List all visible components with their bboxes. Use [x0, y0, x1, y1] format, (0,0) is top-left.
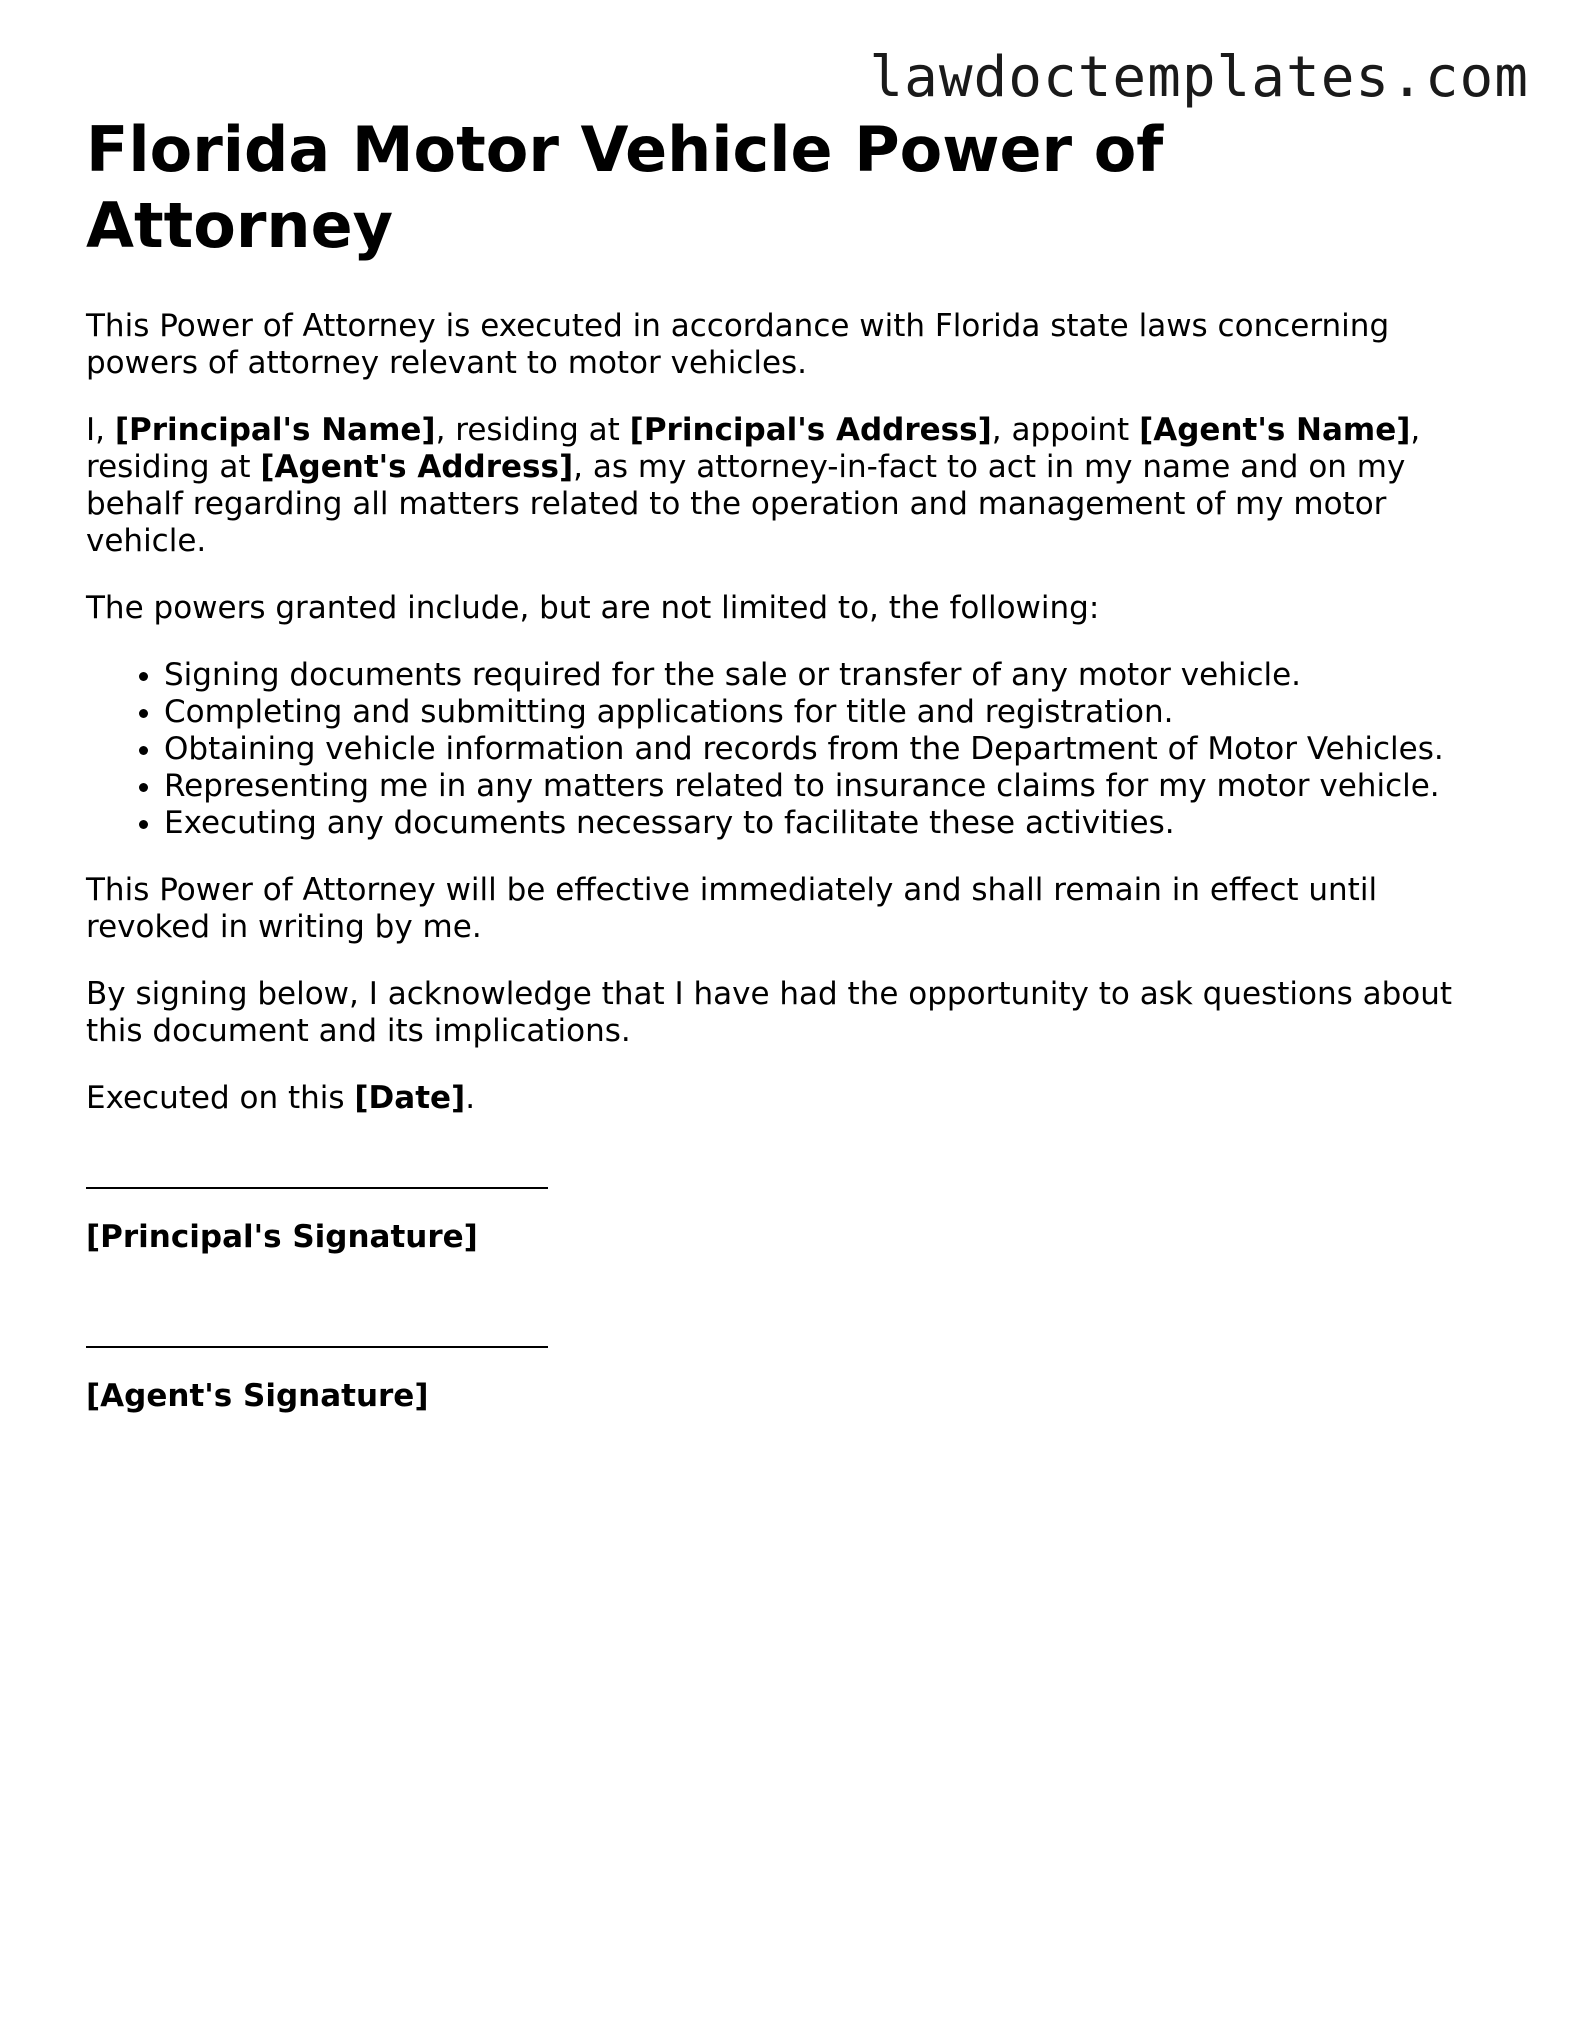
- appointment-lead: I,: [86, 412, 115, 448]
- agent-signature-block: [86, 1316, 1486, 1415]
- acknowledgment-paragraph: By signing below, I acknowledge that I have had the opportunity to ask questions about this document and its implications.: [86, 976, 1453, 1049]
- executed-lead: Executed on this: [86, 1080, 355, 1116]
- document-body: [86, 112, 1486, 1415]
- agent-address-placeholder: [Agent's Address]: [260, 449, 574, 485]
- date-placeholder: [Date]: [354, 1080, 466, 1116]
- agent-name-placeholder: [Agent's Name]: [1139, 412, 1411, 448]
- appointment-residing-1: , residing at: [435, 412, 630, 448]
- principal-address-placeholder: [Principal's Address]: [629, 412, 992, 448]
- agent-signature-line[interactable]: [86, 1316, 548, 1348]
- intro-paragraph: This Power of Attorney is executed in accordance with Florida state laws concerning powers of attorney relevant to motor vehicles.: [86, 308, 1390, 381]
- list-item: • Signing documents required for the sale or transfer of any motor vehicle.: [164, 657, 1486, 694]
- executed-paragraph: [86, 1080, 1486, 1117]
- site-watermark: lawdoctemplates.com: [869, 45, 1529, 110]
- list-item: • Obtaining vehicle information and records from the Department of Motor Vehicles.: [164, 731, 1486, 768]
- powers-list: [86, 657, 1486, 842]
- powers-lead: The powers granted include, but are not limited to, the following:: [86, 590, 1100, 626]
- principal-signature-line[interactable]: [86, 1157, 548, 1189]
- principal-signature-block: [86, 1157, 1486, 1256]
- appointment-paragraph: [86, 412, 1486, 560]
- list-item: • Executing any documents necessary to facilitate these activities.: [164, 805, 1486, 842]
- list-item: • Representing me in any matters related to insurance claims for my motor vehicle.: [164, 768, 1486, 805]
- principal-name-placeholder: [Principal's Name]: [114, 412, 436, 448]
- agent-signature-label: [Agent's Signature]: [86, 1378, 429, 1414]
- executed-tail: .: [465, 1080, 476, 1116]
- appointment-tail: , as my attorney-in-fact to act in my name and on my behalf regarding all matters related to the operation and management of my motor vehicle.: [86, 449, 1406, 559]
- appointment-appoint: , appoint: [991, 412, 1140, 448]
- document-title: Florida Motor Vehicle Power of Attorney: [86, 113, 1164, 262]
- principal-signature-label: [Principal's Signature]: [86, 1219, 478, 1255]
- effective-paragraph: This Power of Attorney will be effective immediately and shall remain in effect until revoked in writing by me.: [86, 872, 1378, 945]
- list-item: • Completing and submitting applications for title and registration.: [164, 694, 1486, 731]
- appointment-residing-2: , residing at: [86, 412, 1421, 485]
